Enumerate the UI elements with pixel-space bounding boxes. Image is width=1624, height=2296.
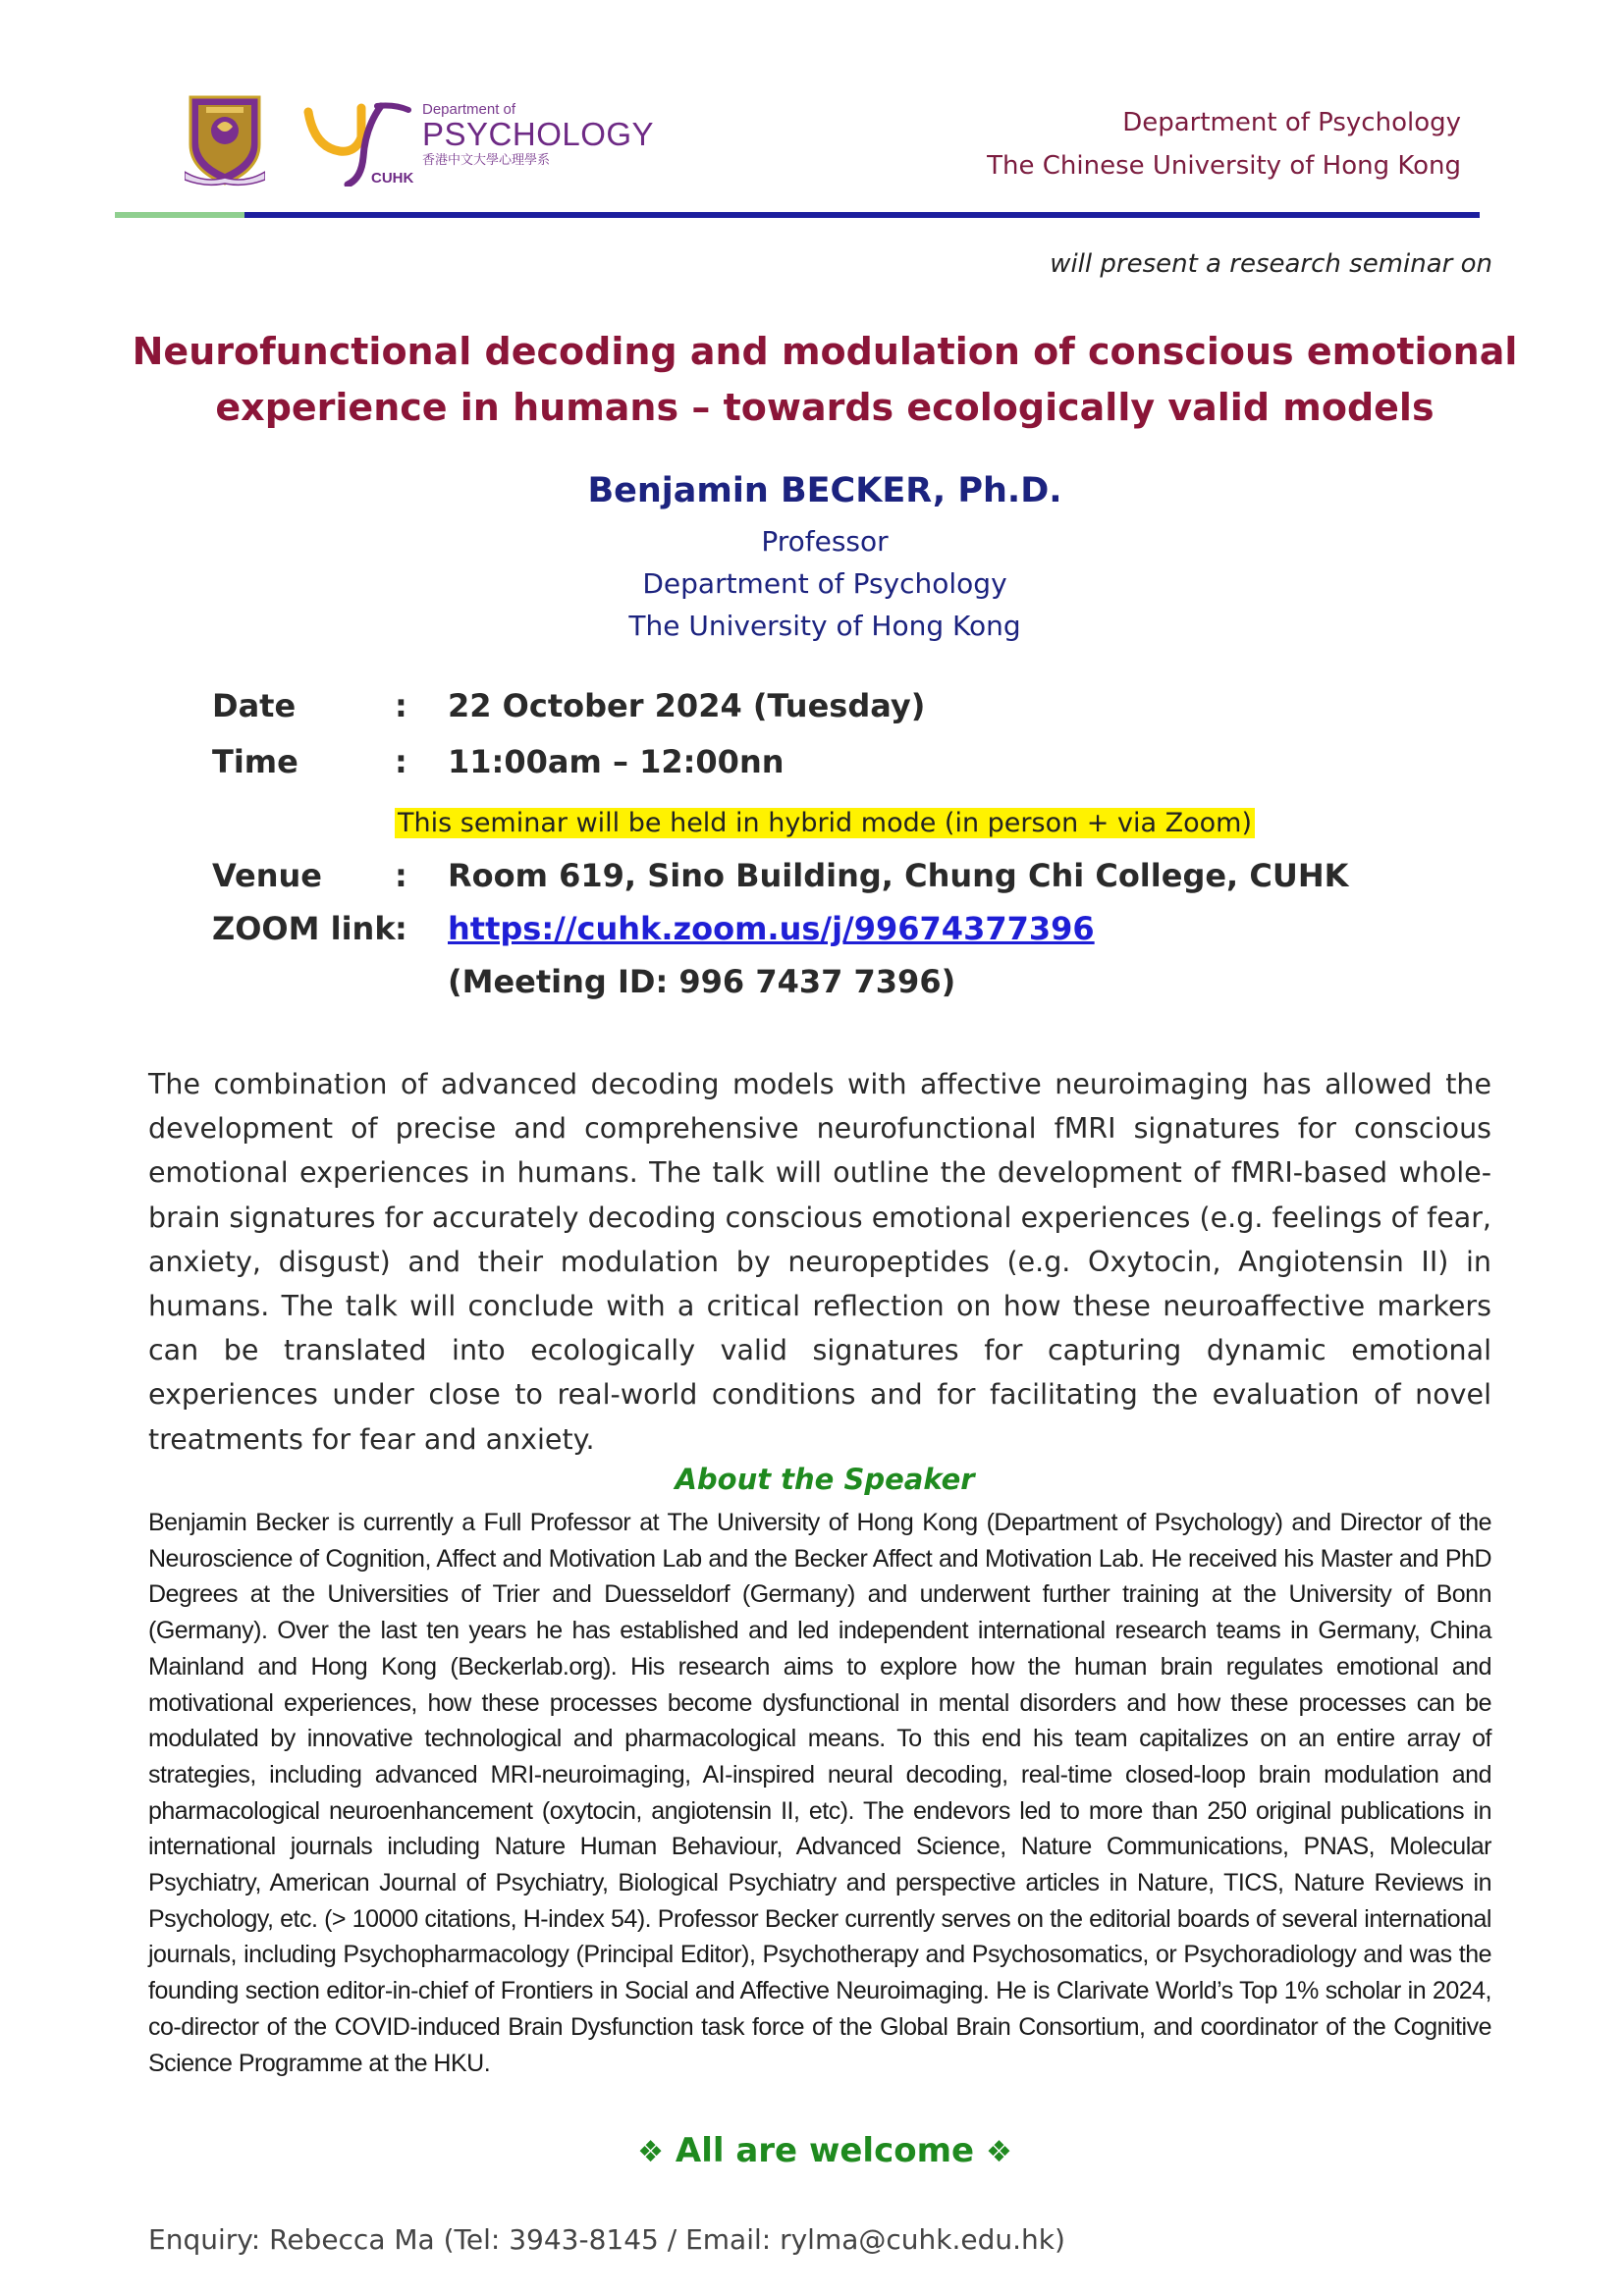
psychology-dept-logo-mark [300, 98, 423, 187]
time-label: Time [212, 743, 298, 780]
zoom-label: ZOOM link [212, 910, 396, 947]
about-speaker-heading: About the Speaker [675, 1463, 975, 1496]
cuhk-crest-logo [185, 93, 265, 187]
header-dept: Department of Psychology [1122, 108, 1461, 137]
welcome-line [118, 2131, 1532, 2170]
ornament-left-icon: ❖ [637, 2135, 665, 2169]
intro-line: will present a research seminar on [1050, 249, 1492, 279]
venue-value: Room 619, Sino Building, Chung Chi College, CUHK [448, 857, 1349, 894]
header-rule-green [115, 212, 244, 218]
zoom-link[interactable]: https://cuhk.zoom.us/j/99674377396 [448, 910, 1095, 947]
time-value: 11:00am – 12:00nn [448, 743, 785, 780]
meeting-id: (Meeting ID: 996 7437 7396) [448, 963, 956, 1000]
venue-colon: : [395, 857, 407, 894]
logo-small-text: Department of [422, 101, 516, 118]
header-org [987, 101, 1461, 187]
header-university: The Chinese University of Hong Kong [987, 151, 1461, 181]
logo-psychology-text: PSYCHOLOGY [422, 116, 655, 152]
abstract-paragraph: The combination of advanced decoding models with affective neuroimaging has allowed the development of precise and comprehensive neurofunctional fMRI signatures for conscious emotional experiences in humans. The talk will outline the development of fMRI-based whole-brain signatures for accurately decoding conscious emotional experiences (e.g. feelings of fear, anxiety, disgust) and their modulation by neuropeptides (e.g. Oxytocin, Angiotensin II) in humans. The talk will conclude with a critical reflection on how these neuroaffective markers can be translated into ecologically valid signatures for capturing dynamic emotional experiences under close to real-world conditions and for facilitating the evaluation of novel treatments for fear and anxiety. [148, 1068, 1491, 1456]
speaker-name: Benjamin BECKER, Ph.D. [587, 471, 1062, 510]
logo-chinese-text: 香港中文大學心理學系 [422, 153, 551, 168]
speaker-department: Department of Psychology [642, 567, 1007, 600]
dept-logo-text [422, 101, 655, 169]
logo-cuhk-label: CUHK [371, 170, 414, 187]
zoom-colon: : [395, 910, 407, 947]
welcome-text: All are welcome [675, 2131, 975, 2170]
hybrid-mode-note: This seminar will be held in hybrid mode (in person + via Zoom) [395, 808, 1255, 838]
date-value: 22 October 2024 (Tuesday) [448, 687, 926, 724]
ornament-right-icon: ❖ [985, 2135, 1012, 2169]
title-line-2: experience in humans – towards ecologically valid models [215, 386, 1435, 429]
header-rule-navy [244, 212, 1480, 218]
speaker-position: Professor [761, 525, 889, 558]
seminar-title [118, 324, 1532, 436]
date-colon: : [395, 687, 407, 724]
time-colon: : [395, 743, 407, 780]
speaker-university: The University of Hong Kong [628, 610, 1021, 642]
speaker-bio: Benjamin Becker is currently a Full Professor at The University of Hong Kong (Department of Psychology) and Director of the Neuroscience of Cognition, Affect and Motivation Lab and the Becker Affect and Motivation Lab. He received his Master and PhD Degrees at the Universities of Trier and Duesseldorf (Germany) and underwent further training at the University of Bonn (Germany). Over the last ten years he has established and led independent international research teams in Germany, China Mainland and Hong Kong (Beckerlab.org). His research aims to explore how the human brain regulates emotional and motivational experiences, how these processes become dysfunctional in mental disorders and how these processes can be modulated by innovative technological and pharmacological means. To this end his team capitalizes on an entire array of strategies, including advanced MRI-neuroimaging, AI-inspired neural decoding, real-time closed-loop brain modulation and pharmacological neuroenhancement (oxytocin, angiotensin II, etc). The endevors led to more than 250 original publications in international journals including Nature Human Behaviour, Advanced Science, Nature Communications, PNAS, Molecular Psychiatry, American Journal of Psychiatry, Biological Psychiatry and perspective articles in Nature, TICS, Nature Reviews in Psychology, etc. (> 10000 citations, H-index 54). Professor Becker currently serves on the editorial boards of several international journals, including Psychopharmacology (Principal Editor), Psychotherapy and Psychosomatics, or Psychoradiology and was the founding section editor-in-chief of Frontiers in Social and Affective Neuroimaging. He is Clarivate World’s Top 1% scholar in 2024, co-director of the COVID-induced Brain Dysfunction task force of the Global Brain Consortium, and coordinator of the Cognitive Science Programme at the HKU. [148, 1509, 1491, 2077]
venue-label: Venue [212, 857, 322, 894]
enquiry-line: Enquiry: Rebecca Ma (Tel: 3943-8145 / Email: rylma@cuhk.edu.hk) [148, 2223, 1065, 2256]
title-line-1: Neurofunctional decoding and modulation of conscious emotional [132, 330, 1518, 373]
date-label: Date [212, 687, 297, 724]
